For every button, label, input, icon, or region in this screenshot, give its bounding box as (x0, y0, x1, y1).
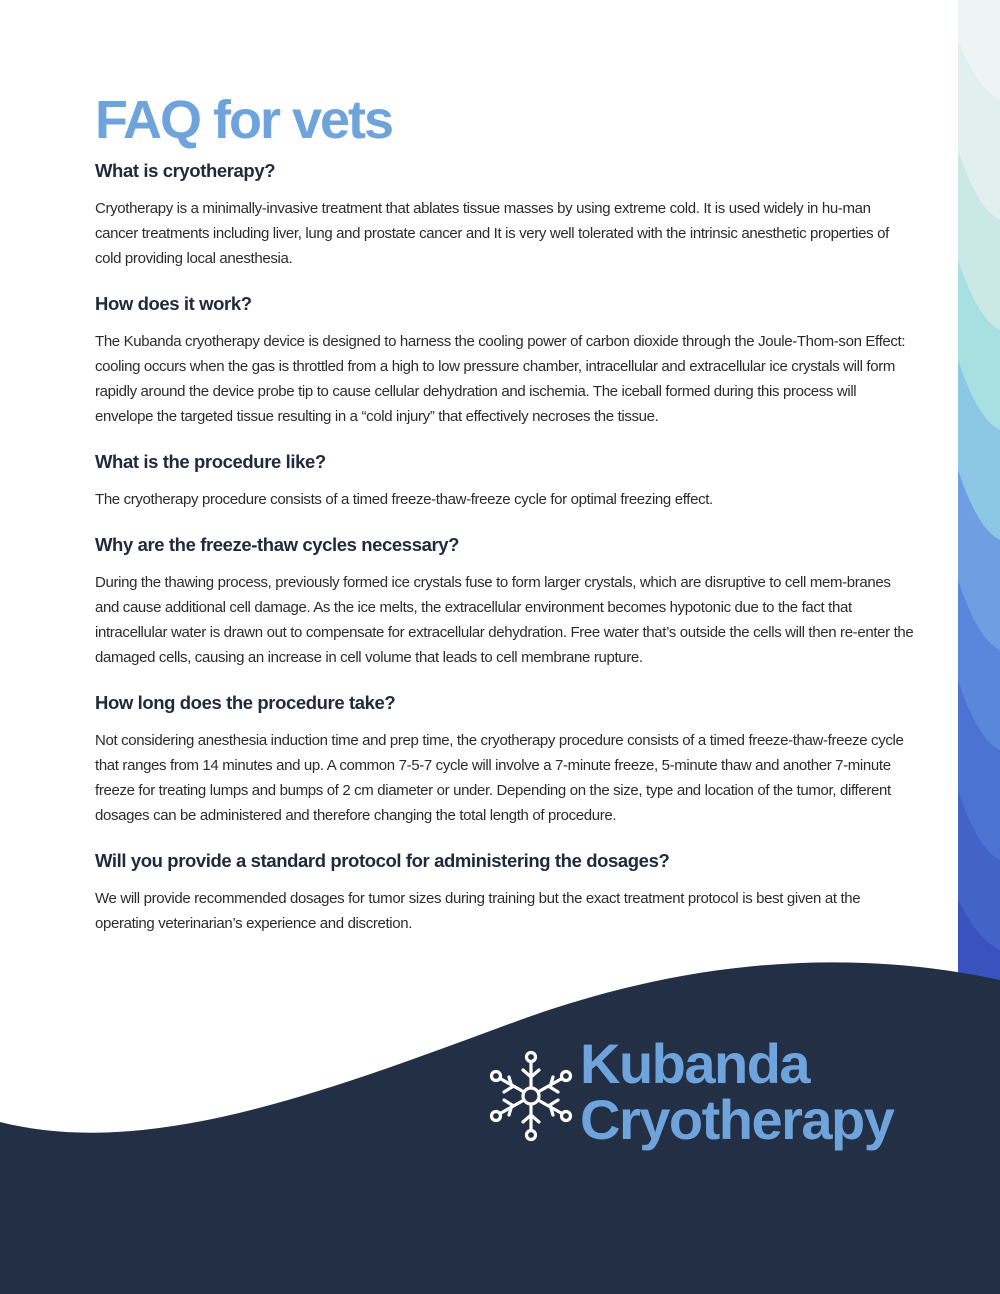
faq-question: What is cryotherapy? (95, 160, 276, 181)
faq-question: What is the procedure like? (95, 451, 326, 472)
faq-item (95, 532, 915, 670)
brand-name-line-2: Cryotherapy (580, 1088, 894, 1151)
faq-question: Why are the freeze-thaw cycles necessary? (95, 534, 460, 555)
faq-question: How long does the procedure take? (95, 692, 396, 713)
page-title: FAQ for vets (95, 90, 393, 150)
snowflake-icon (488, 1050, 574, 1142)
faq-answer: During the thawing process, previously formed ice crystals fuse to form larger crystals, which are disruptive to cell mem-branes and cause additional cell damage. As the ice melts, the extracellular environment becomes hypotonic due to the fact that intracellular water is drawn out to compensate for extracellular dehydration. Free water that’s outside the cells will then re-enter the damaged cells, causing an increase in cell volume that leads to cell membrane rupture. (95, 574, 914, 666)
brand-name (580, 1032, 894, 1151)
faq-item (95, 848, 915, 936)
faq-item (95, 690, 915, 828)
faq-answer: The Kubanda cryotherapy device is designed to harness the cooling power of carbon dioxide through the Joule-Thom-son Effect: cooling occurs when the gas is throttled from a high to low pressure chamber, intracellular and extracellular ice crystals will form rapidly around the device probe tip to cause cellular dehydration and ischemia. The iceball formed during this process will envelope the targeted tissue resulting in a “cold injury” that effectively necroses the tissue. (95, 333, 906, 425)
faq-content (95, 88, 915, 956)
faq-item (95, 158, 915, 271)
brand-name-line-1: Kubanda (580, 1032, 810, 1095)
faq-question: Will you provide a standard protocol for administering the dosages? (95, 850, 670, 871)
brand-logo (488, 1032, 928, 1156)
faq-answer: Cryotherapy is a minimally-invasive treatment that ablates tissue masses by using extreme cold. It is used widely in hu-man cancer treatments including liver, lung and prostate cancer and It is very well tolerated with the intrinsic anesthetic properties of cold providing local anesthesia. (95, 200, 889, 267)
faq-question: How does it work? (95, 293, 252, 314)
faq-answer: We will provide recommended dosages for tumor sizes during training but the exact treatment protocol is best given at the operating veterinarian’s experience and discretion. (95, 890, 861, 932)
faq-item (95, 449, 915, 512)
faq-item (95, 291, 915, 429)
faq-answer: The cryotherapy procedure consists of a timed freeze-thaw-freeze cycle for optimal freezing effect. (95, 491, 713, 508)
faq-answer: Not considering anesthesia induction time and prep time, the cryotherapy procedure consists of a timed freeze-thaw-freeze cycle that ranges from 14 minutes and up. A common 7-5-7 cycle will involve a 7-minute freeze, 5-minute thaw and another 7-minute freeze for treating lumps and bumps of 2 cm diameter or under. Depending on the size, type and location of the tumor, different dosages can be administered and therefore changing the total length of procedure. (95, 732, 904, 824)
